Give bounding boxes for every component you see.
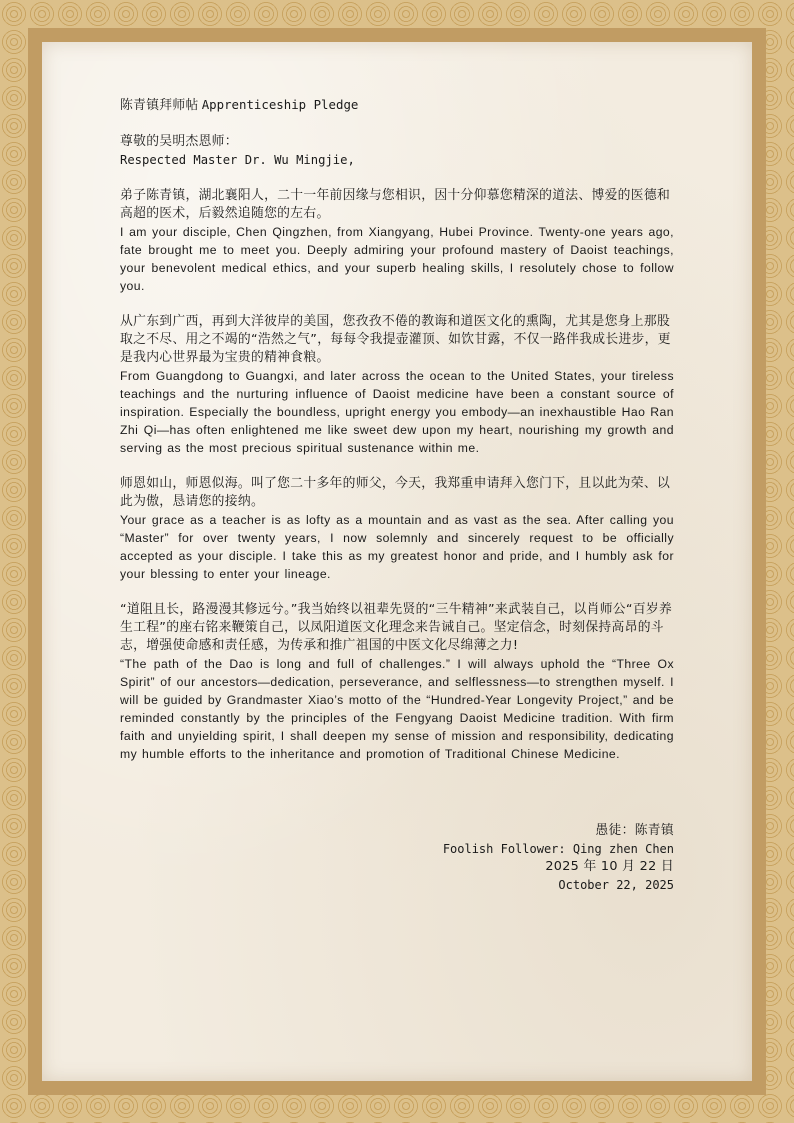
- signature-block: [443, 822, 674, 894]
- paragraph-2-en: From Guangdong to Guangxi, and later across the ocean to the United States, your tireless teachings and the nurturing influence of Daoist medicine have been a constant source of inspiration. Especially the boundless, upright energy you embody—an inexhaustible Hao Ran Zhi Qi—has often enlightened me like sweet dew upon my heart, nourishing my growth and serving as the most precious spiritual sustenance within me.: [120, 369, 674, 455]
- title-en: Apprenticeship Pledge: [201, 97, 359, 112]
- salutation-zh: 尊敬的吴明杰恩师：: [120, 134, 238, 149]
- signature-en: Foolish Follower: Qing zhen Chen: [442, 842, 674, 856]
- paragraph-4-zh: “道阻且长，路漫漫其修远兮。”我当始终以祖辈先贤的“三牛精神”来武装自己，以肖师公“百岁养生工程”的座右铭来鞭策自己，以凤阳道医文化理念来告诫自己。坚定信念，时刻保持高昂的斗志，增强使命感和责任感，为传承和推广祖国的中医文化尽绵薄之力!: [120, 602, 673, 653]
- signature-zh: 愚徒：陈青镇: [595, 823, 674, 838]
- date-zh: 2025 年 10 月 22 日: [545, 859, 674, 874]
- salutation-en: Respected Master Dr. Wu Mingjie,: [120, 153, 355, 167]
- paragraph-1-en: I am your disciple, Chen Qingzhen, from Xiangyang, Hubei Province. Twenty-one years ago, fate brought me to meet you. Deeply admiring your profound mastery of Daoist teachings, your benevolent medical ethics, and your superb healing skills, I resolutely chose to follow you.: [120, 225, 674, 293]
- letter-body: [120, 96, 674, 763]
- paragraph-1-zh: 弟子陈青镇，湖北襄阳人，二十一年前因缘与您相识，因十分仰慕您精深的道法、博爱的医德和高超的医术，后毅然追随您的左右。: [120, 188, 671, 221]
- date-en: October 22, 2025: [558, 878, 674, 892]
- paragraph-3-en: Your grace as a teacher is as lofty as a mountain and as vast as the sea. After calling you “Master” for over twenty years, I now solemnly and sincerely request to be officially accepted as your disciple. I take this as my greatest honor and pride, and I humbly ask for your blessing to enter your lineage.: [120, 513, 674, 581]
- paragraph-4-en: “The path of the Dao is long and full of challenges.” I will always uphold the “Three Ox Spirit” of our ancestors—dedication, perseverance, and selflessness—to strengthen myself. I will be guided by Grandmaster Xiao’s motto of the “Hundred-Year Longevity Project,” and be reminded constantly by the principles of the Fengyang Daoist Medicine tradition. With firm faith and unyielding spirit, I shall deepen my sense of mission and responsibility, dedicating my humble efforts to the inheritance and promotion of Traditional Chinese Medicine.: [120, 657, 674, 761]
- title-zh: 陈青镇拜师帖: [120, 98, 199, 113]
- paragraph-3-zh: 师恩如山，师恩似海。叫了您二十多年的师父，今天，我郑重申请拜入您门下，且以此为荣、以此为傲，恳请您的接纳。: [120, 476, 671, 509]
- document-title: [120, 96, 674, 115]
- paragraph-2-zh: 从广东到广西，再到大洋彼岸的美国，您孜孜不倦的教诲和道医文化的熏陶，尤其是您身上那股取之不尽、用之不竭的“浩然之气”，每每令我提壶灌顶、如饮甘露，不仅一路伴我成长进步，更是我内心世界最为宝贵的精神食粮。: [120, 314, 671, 365]
